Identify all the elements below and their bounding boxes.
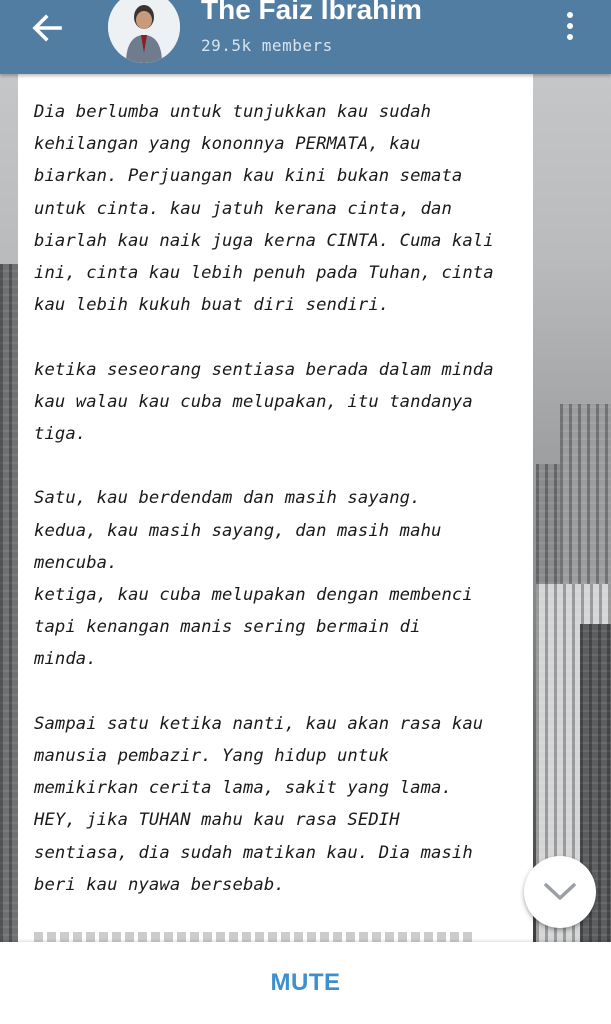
more-vertical-icon (567, 12, 573, 18)
chat-header (0, 0, 611, 74)
back-button[interactable] (22, 8, 72, 48)
scroll-down-button[interactable] (524, 856, 596, 928)
bottom-bar (0, 942, 611, 1024)
chat-title[interactable]: The Faiz Ibrahim (201, 0, 422, 25)
member-count: 29.5k members (201, 36, 333, 55)
message-text: Dia berlumba untuk tunjukkan kau sudah kehilangan yang kononnya PERMATA, kau biarkan. Perjuangan kau kini bukan semata untuk cinta. kau jatuh kerana cinta, dan biarlah kau naik juga kerna CINTA. Cuma kali ini, cinta kau lebih penuh pada Tuhan, cinta kau lebih kukuh buat diri sendiri. ketika seseorang sentiasa berada dalam minda kau walau kau cuba melupakan, itu tandanya tiga. Satu, kau berdendam dan masih sayang. kedua, kau masih sayang, dan masih mahu mencuba. ketiga, kau cuba melupakan dengan membenci tapi kenangan manis sering bermain di minda. Sampai satu ketika nanti, kau akan rasa kau manusia pembazir. Yang hidup untuk memikirkan cerita lama, sakit yang lama. HEY, jika TUHAN mahu kau rasa SEDIH sentiasa, dia sudah matikan kau. Dia masih beri kau nyawa bersebab. (34, 102, 494, 895)
truncated-text-line (34, 932, 474, 942)
chevron-down-icon (543, 882, 577, 902)
person-avatar-icon (108, 0, 180, 63)
channel-avatar[interactable] (108, 0, 180, 63)
mute-button[interactable]: MUTE (270, 969, 341, 996)
message-bubble[interactable] (18, 74, 533, 942)
arrow-left-icon (32, 14, 62, 42)
more-options-button[interactable] (552, 6, 588, 46)
